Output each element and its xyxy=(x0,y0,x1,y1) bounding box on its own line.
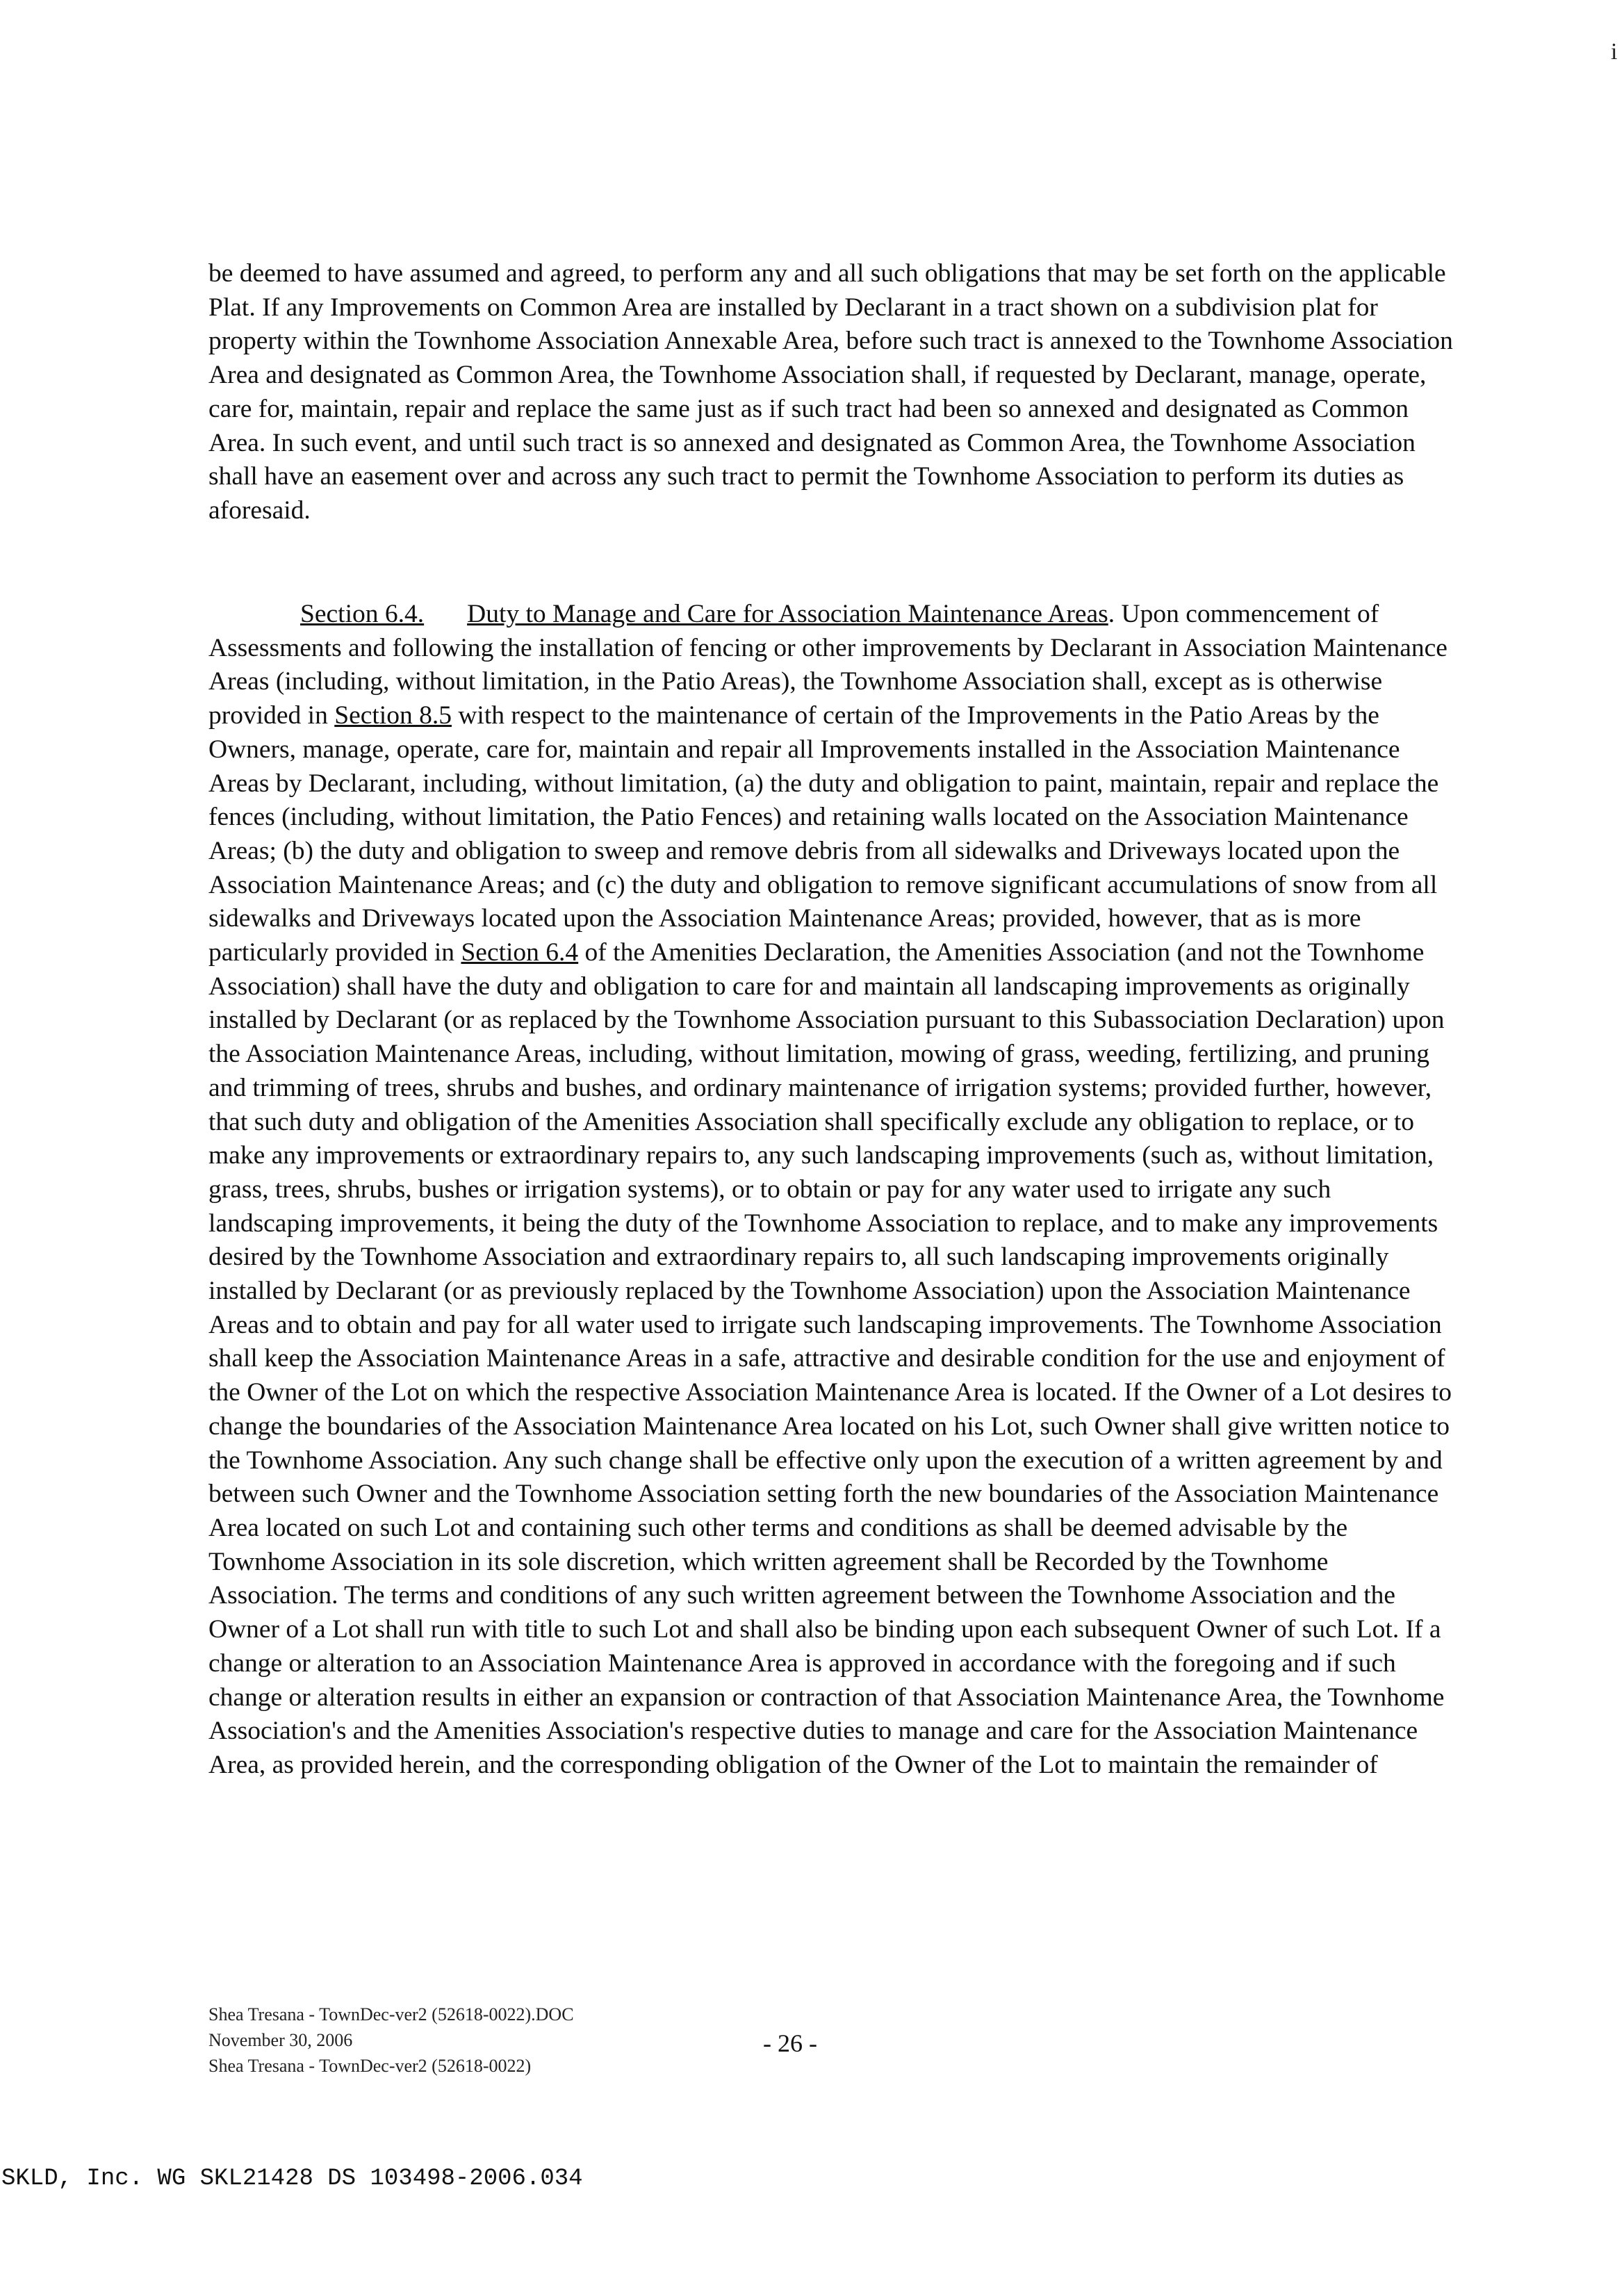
page-corner-mark: i xyxy=(1611,39,1618,65)
section-title-period: . xyxy=(1108,600,1115,628)
footer-filename-line-2: Shea Tresana - TownDec-ver2 (52618-0022) xyxy=(208,2056,532,2076)
section-text-part-2: with respect to the maintenance of certain of the Improvements in the Patio Areas by the Owners, manage, operate, care for, maintain and repair all Improvements installed in the Association Maintenance Areas by Declarant, including, without limitation, (a) the duty and obligation to paint, maintain, repair and replace the fences (including, without limitation, the Patio Fences) and retaining walls located on the Association Maintenance Areas; (b) the duty and obligation to sweep and remove debris from all sidewalks and Driveways located upon the Association Maintenance Areas; and (c) the duty and obligation to remove significant accumulations of snow from all sidewalks and Driveways located upon the Association Maintenance Areas; provided, however, that as is more particularly provided in xyxy=(208,701,1439,967)
footer-filename-line: Shea Tresana - TownDec-ver2 (52618-0022).DOC xyxy=(208,2004,574,2024)
section-title: Duty to Manage and Care for Association Maintenance Areas xyxy=(467,600,1108,628)
paragraph-continuation xyxy=(208,257,1456,528)
cross-reference-section-8-5: Section 8.5 xyxy=(334,701,452,730)
paragraph-1-text: be deemed to have assumed and agreed, to perform any and all such obligations that may be set forth on the applicable Plat. If any Improvements on Common Area are installed by Declarant in a tract shown on a subdivision plat for property within the Townhome Association Annexable Area, before such tract is annexed to the Townhome Association Area and designated as Common Area, the Townhome Association shall, if requested by Declarant, manage, operate, care for, maintain, repair and replace the same just as if such tract had been so annexed and designated as Common Area. In such event, and until such tract is so annexed and designated as Common Area, the Townhome Association shall have an easement over and across any such tract to permit the Townhome Association to perform its duties as aforesaid. xyxy=(208,259,1453,525)
section-text-part-1: Upon commencement of Assessments and following the installation of fencing or other improvements by Declarant in Association Maintenance Areas (including, without limitation, in the Patio Areas), the Townhome Association shall, except as is otherwise provided in xyxy=(208,600,1447,730)
footer-document-info xyxy=(208,2002,574,2079)
section-6-4-paragraph xyxy=(208,598,1456,1783)
page-number: - 26 - xyxy=(763,2029,817,2057)
recording-stamp: SKLD, Inc. WG SKL21428 DS 103498-2006.034 xyxy=(1,2166,583,2192)
section-text-part-3: of the Amenities Declaration, the Amenities Association (and not the Townhome Association) shall have the duty and obligation to care for and maintain all landscaping improvements as originally installed by Declarant (or as replaced by the Townhome Association pursuant to this Subassociation Declaration) upon the Association Maintenance Areas, including, without limitation, mowing of grass, weeding, fertilizing, and pruning and trimming of trees, shrubs and bushes, and ordinary maintenance of irrigation systems; provided further, however, that such duty and obligation of the Amenities Association shall specifically exclude any obligation to replace, or to make any improvements or extraordinary repairs to, any such landscaping improvements (such as, without limitation, grass, trees, shrubs, bushes or irrigation systems), or to obtain or pay for any water used to irrigate any such landscaping improvements, it being the duty of the Townhome Association to replace, and to make any improvements desired by the Townhome Association and extraordinary repairs to, all such landscaping improvements originally installed by Declarant (or as previously replaced by the Townhome Association) upon the Association Maintenance Areas and to obtain and pay for all water used to irrigate such landscaping improvements. The Townhome Association shall keep the Association Maintenance Areas in a safe, attractive and desirable condition for the use and enjoyment of the Owner of the Lot on which the respective Association Maintenance Area is located. If the Owner of a Lot desires to change the boundaries of the Association Maintenance Area located on his Lot, such Owner shall give written notice to the Townhome Association. Any such change shall be effective only upon the execution of a written agreement by and between such Owner and the Townhome Association setting forth the new boundaries of the Association Maintenance Area located on such Lot and containing such other terms and conditions as shall be deemed advisable by the Townhome Association in its sole discretion, which written agreement shall be Recorded by the Townhome Association. The terms and conditions of any such written agreement between the Townhome Association and the Owner of a Lot shall run with title to such Lot and shall also be binding upon each subsequent Owner of such Lot. If a change or alteration to an Association Maintenance Area is approved in accordance with the foregoing and if such change or alteration results in either an expansion or contraction of that Association Maintenance Area, the Townhome Association's and the Amenities Association's respective duties to manage and care for the Association Maintenance Area, as provided herein, and the corresponding obligation of the Owner of the Lot to maintain the remainder of xyxy=(208,938,1452,1779)
cross-reference-section-6-4: Section 6.4 xyxy=(461,938,579,967)
footer-date-line: November 30, 2006 xyxy=(208,2030,353,2050)
section-number: Section 6.4. xyxy=(300,600,425,628)
